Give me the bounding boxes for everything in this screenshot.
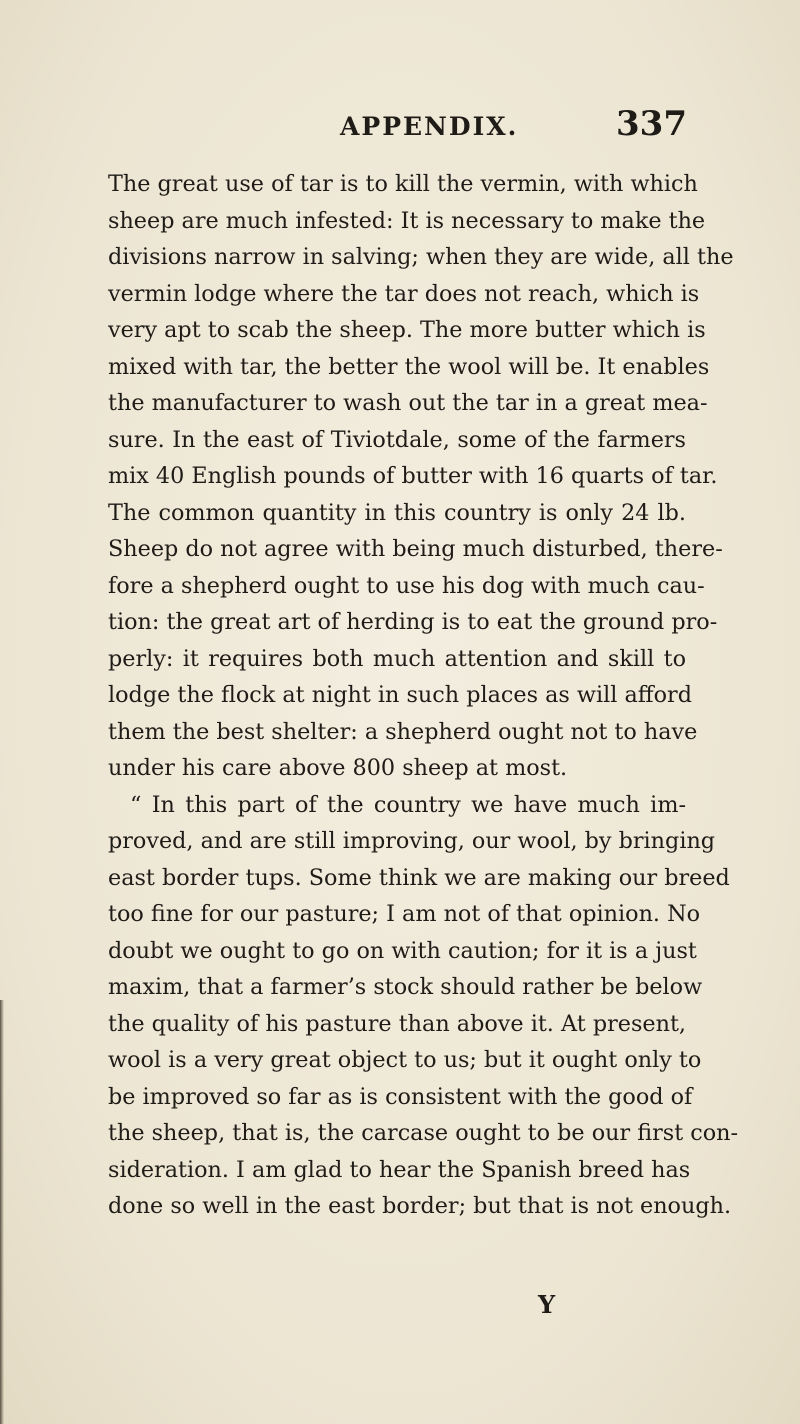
text-line: sure. In the east of Tiviotdale, some of the farmers	[108, 426, 686, 453]
text-line: sideration. I am glad to hear the Spanish breed has	[108, 1156, 691, 1183]
paragraph-end-line: under his care above 800 sheep at most.	[108, 755, 568, 781]
text-line: wool is a very great object to us; but it ought only to	[108, 1047, 702, 1073]
text-line: the sheep, that is, the carcase ought to be our first con-	[108, 1120, 739, 1146]
text-line: sheep are much infested: It is necessary to make the	[108, 207, 706, 234]
text-line: done so well in the east border; but that is not enough.	[108, 1193, 732, 1219]
text-line: The common quantity in this country is only 24 lb.	[108, 499, 686, 526]
text-line: east border tups. Some think we are making our breed	[108, 864, 730, 891]
text-line: tion: the great art of herding is to eat the ground pro-	[108, 609, 718, 635]
text-line: divisions narrow in salving; when they are wide, all the	[108, 244, 734, 270]
running-head-title: APPENDIX.	[340, 112, 519, 141]
signature-mark: Y	[538, 1290, 556, 1319]
text-line: mixed with tar, the better the wool will be. It enables	[108, 353, 710, 380]
text-line: maxim, that a farmer’s stock should rather be below	[108, 974, 703, 1000]
text-line: them the best shelter: a shepherd ought not to have	[108, 718, 698, 745]
page-edge-shadow	[0, 1000, 4, 1424]
text-line: be improved so far as is consistent with the good of	[108, 1083, 693, 1110]
text-line: too fine for our pasture; I am not of that opinion. No	[108, 901, 701, 927]
paragraph-start-line: “ In this part of the country we have much im-	[130, 791, 686, 818]
text-line: the quality of his pasture than above it. At present,	[108, 1010, 686, 1037]
text-line: The great use of tar is to kill the vermin, with which	[108, 171, 698, 197]
text-line: the manufacturer to wash out the tar in a great mea-	[108, 390, 708, 416]
page-number: 337	[616, 104, 687, 144]
text-line: mix 40 English pounds of butter with 16 quarts of tar.	[108, 463, 718, 489]
body-text	[108, 166, 739, 1225]
running-head	[0, 104, 800, 154]
text-line: proved, and are still improving, our wool, by bringing	[108, 828, 716, 854]
text-line: fore a shepherd ought to use his dog with much cau-	[108, 572, 705, 599]
text-line: doubt we ought to go on with caution; for it is a just	[108, 937, 697, 964]
text-line: lodge the flock at night in such places as will afford	[108, 682, 692, 708]
text-line: vermin lodge where the tar does not reach, which is	[108, 280, 700, 307]
text-line: perly: it requires both much attention and skill to	[108, 645, 686, 672]
text-line: Sheep do not agree with being much disturbed, there-	[108, 536, 723, 562]
text-line: very apt to scab the sheep. The more butter which is	[108, 317, 706, 343]
